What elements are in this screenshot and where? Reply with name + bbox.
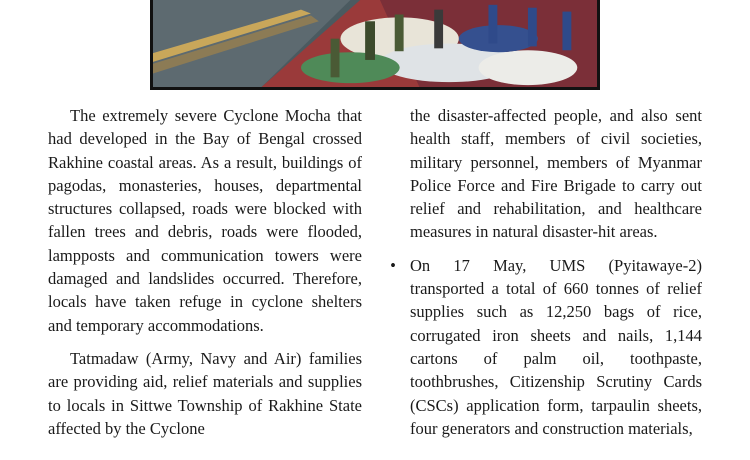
tatmadaw-paragraph: Tatmadaw (Army, Navy and Air) families are providing aid, relief materials and supplies to locals in Sittwe Township of Rakhine State affected by the Cyclone	[48, 348, 362, 438]
relief-supplies-photo	[150, 0, 600, 90]
continuation-paragraph: the disaster-affected people, and also sent health staff, members of civil societies, military personnel, members of Myanmar Police Force and Fire Brigade to carry out relief and rehabilitation, and healthcare measures in natural disaster-hit areas.	[410, 106, 702, 242]
bullet-icon: •	[390, 255, 396, 275]
right-column	[390, 104, 702, 440]
bullet-text: On 17 May, UMS (Pyitawaye-2) transported a total of 660 tonnes of relief supplies such as 12,250 bags of rice, corrugated iron sheets and nails, 1,144 cartons of palm oil, toothpaste, toothbrushes, Citizenship Scrutiny Cards (CSCs) application form, tarpaulin sheets, four generators and construction materials,	[410, 255, 702, 438]
photo-illustration	[153, 0, 597, 87]
bullet-item	[390, 254, 702, 440]
left-column	[48, 104, 362, 440]
intro-paragraph: The extremely severe Cyclone Mocha that had developed in the Bay of Bengal crossed Rakhine coastal areas. As a result, buildings of pagodas, monasteries, houses, departmental structures collapsed, roads were blocked with fallen trees and debris, roads were flooded, lampposts and communication towers were damaged and landslides occurred. Therefore, locals have taken refuge in cyclone shelters and temporary accommodations.	[48, 106, 362, 335]
